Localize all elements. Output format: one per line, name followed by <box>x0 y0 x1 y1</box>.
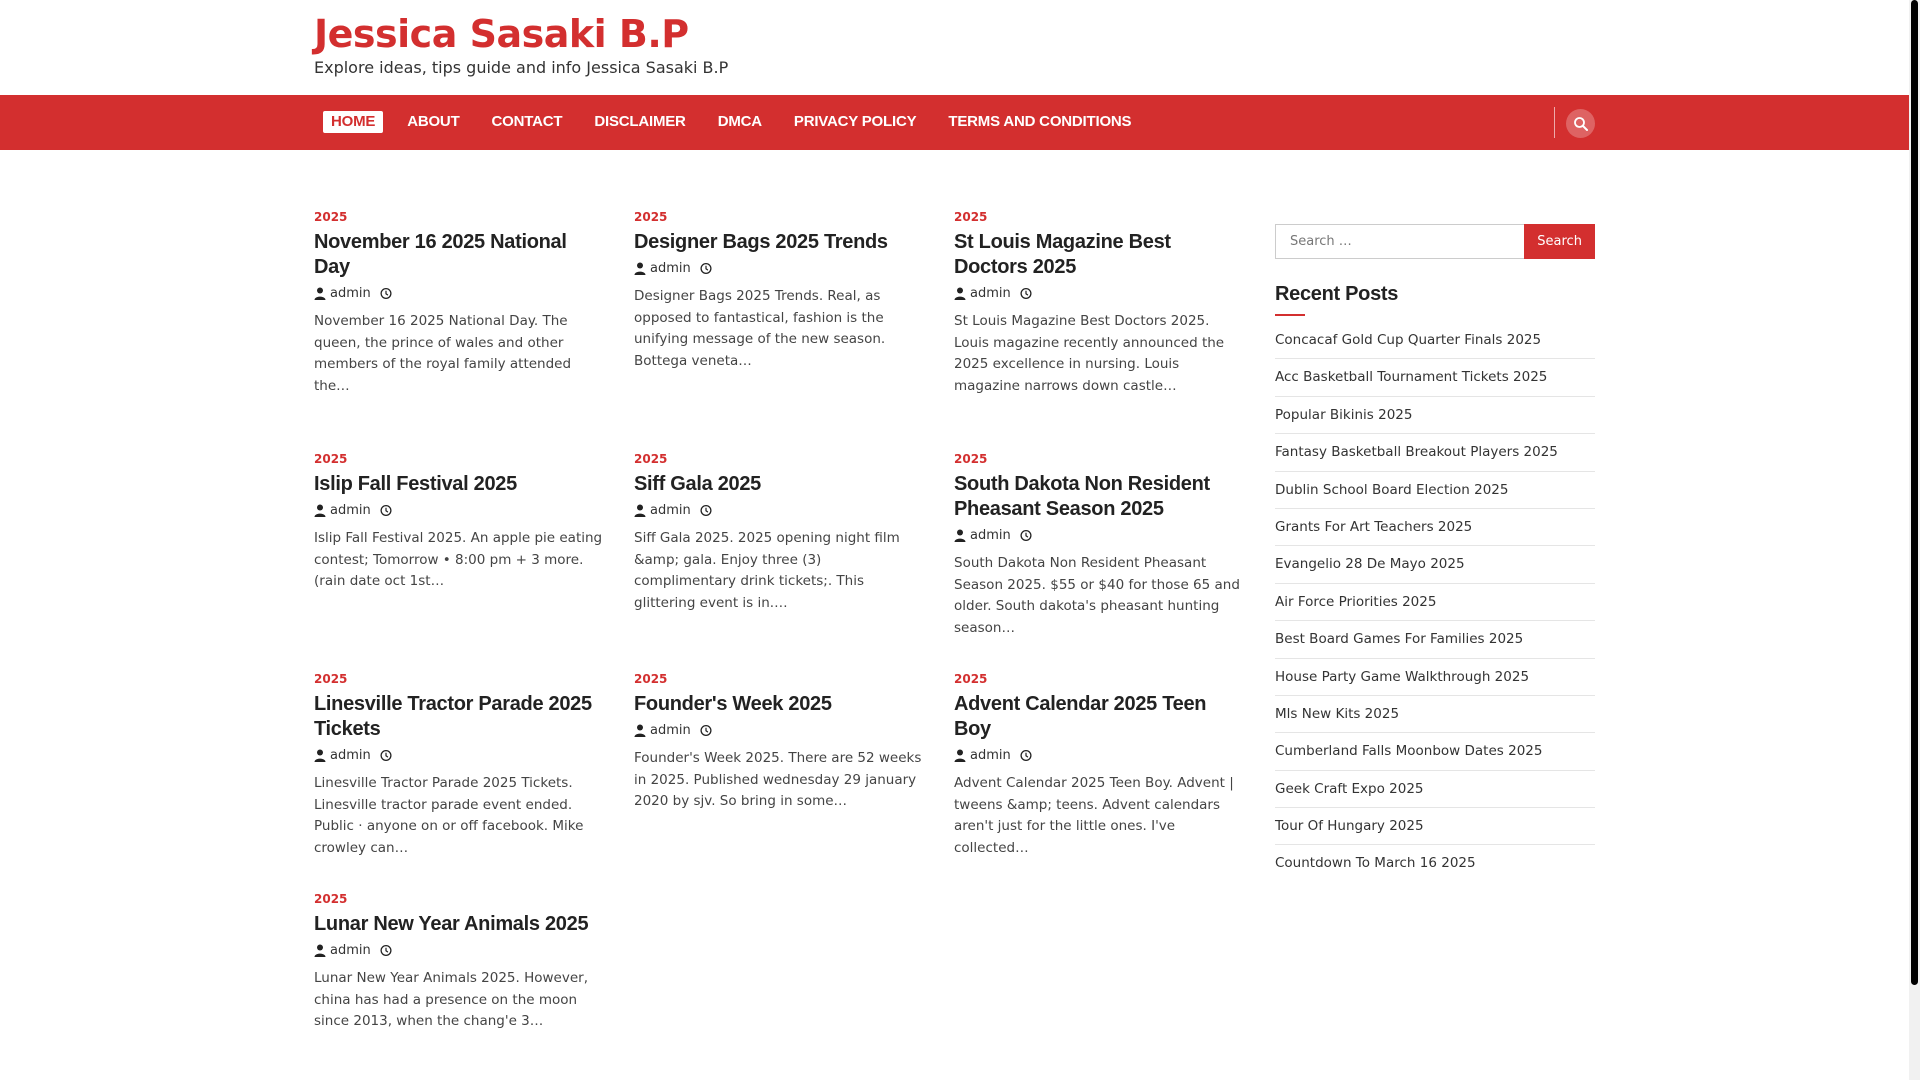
post-excerpt: St Louis Magazine Best Doctors 2025. Louis magazine recently announced the 2025 excellence in nursing. Louis magazine narrows down castle… <box>954 313 1225 394</box>
post-meta <box>954 748 1244 763</box>
post-excerpt: Founder's Week 2025. There are 52 weeks in 2025. Published wednesday 29 january 2020 by sjv. So bring in some… <box>634 750 922 809</box>
post-title[interactable]: Founder's Week 2025 <box>634 693 832 715</box>
post-category[interactable]: 2025 <box>954 452 988 466</box>
recent-post-link[interactable]: Concacaf Gold Cup Quarter Finals 2025 <box>1275 332 1542 348</box>
post-title[interactable]: Islip Fall Festival 2025 <box>314 473 517 495</box>
post-title[interactable]: Linesville Tractor Parade 2025 Tickets <box>314 693 592 740</box>
recent-post-item <box>1275 771 1595 808</box>
clock-icon <box>380 944 392 957</box>
post-card <box>314 452 604 593</box>
post-category[interactable]: 2025 <box>314 210 348 224</box>
post-category[interactable]: 2025 <box>314 892 348 906</box>
recent-post-item <box>1275 696 1595 733</box>
user-icon <box>634 504 646 517</box>
post-meta <box>314 286 604 301</box>
user-icon <box>954 287 966 300</box>
post-author[interactable]: admin <box>330 943 371 958</box>
user-icon <box>314 944 326 957</box>
post-category[interactable]: 2025 <box>314 672 348 686</box>
clock-icon <box>380 287 392 300</box>
post-author[interactable]: admin <box>970 286 1011 301</box>
site-title[interactable]: Jessica Sasaki B.P <box>314 12 689 56</box>
post-excerpt: South Dakota Non Resident Pheasant Season 2025. $55 or $40 for those 65 and older. South dakota's pheasant hunting season… <box>954 555 1240 636</box>
recent-post-link[interactable]: Fantasy Basketball Breakout Players 2025 <box>1275 444 1558 461</box>
recent-post-item <box>1275 621 1595 658</box>
post-card <box>954 672 1244 859</box>
recent-post-link[interactable]: Best Board Games For Families 2025 <box>1275 631 1524 648</box>
search-input[interactable] <box>1275 224 1524 259</box>
clock-icon <box>1020 749 1032 762</box>
post-meta <box>954 528 1244 543</box>
post-card <box>954 452 1244 639</box>
post-card <box>634 210 924 372</box>
recent-post-link[interactable]: Dublin School Board Election 2025 <box>1275 481 1509 498</box>
clock-icon <box>1020 287 1032 300</box>
post-title[interactable]: Designer Bags 2025 Trends <box>634 231 888 253</box>
post-card <box>954 210 1244 397</box>
clock-icon <box>380 749 392 762</box>
primary-menu <box>323 111 1155 133</box>
recent-post-link[interactable]: Geek Craft Expo 2025 <box>1275 780 1424 797</box>
recent-post-item <box>1275 733 1595 770</box>
user-icon <box>954 529 966 542</box>
recent-post-link[interactable]: Popular Bikinis 2025 <box>1275 406 1413 423</box>
recent-post-item <box>1275 359 1595 396</box>
post-author[interactable]: admin <box>330 286 371 301</box>
post-meta <box>634 723 924 738</box>
post-title[interactable]: St Louis Magazine Best Doctors 2025 <box>954 231 1171 278</box>
post-meta <box>954 286 1244 301</box>
post-card <box>314 210 604 397</box>
user-icon <box>634 262 646 275</box>
recent-post-link[interactable]: Cumberland Falls Moonbow Dates 2025 <box>1275 743 1543 760</box>
post-category[interactable]: 2025 <box>634 672 668 686</box>
post-excerpt: November 16 2025 National Day. The queen, the prince of wales and other members of the royal family attended the… <box>314 313 572 394</box>
nav-divider <box>1554 107 1555 138</box>
site-header <box>0 0 1909 95</box>
post-author[interactable]: admin <box>970 528 1011 543</box>
recent-post-link[interactable]: Countdown To March 16 2025 <box>1275 855 1476 872</box>
post-meta <box>314 943 604 958</box>
nav-about[interactable]: ABOUT <box>407 113 460 130</box>
recent-post-item <box>1275 546 1595 583</box>
nav-home[interactable]: HOME <box>323 111 383 133</box>
post-author[interactable]: admin <box>650 261 691 276</box>
recent-posts-list <box>1275 322 1595 882</box>
post-title[interactable]: Advent Calendar 2025 Teen Boy <box>954 693 1207 740</box>
recent-post-item <box>1275 584 1595 621</box>
post-meta <box>314 503 604 518</box>
search-icon <box>1573 116 1589 132</box>
recent-post-item <box>1275 322 1595 359</box>
search-button[interactable]: Search <box>1524 224 1595 259</box>
post-category[interactable]: 2025 <box>314 452 348 466</box>
post-excerpt: Linesville Tractor Parade 2025 Tickets. Linesville tractor parade event ended. Public · anyone on or off facebook. Mike crowley can… <box>314 775 584 856</box>
post-author[interactable]: admin <box>330 503 371 518</box>
nav-privacy-policy[interactable]: PRIVACY POLICY <box>793 113 917 130</box>
post-excerpt: Siff Gala 2025. 2025 opening night film &amp; gala. Enjoy three (3) complimentary drink tickets;. This glittering event is in.… <box>634 530 900 611</box>
post-meta <box>314 748 604 763</box>
widget-title-underline <box>1275 314 1305 316</box>
recent-post-link[interactable]: Acc Basketball Tournament Tickets 2025 <box>1275 369 1548 386</box>
recent-posts-title: Recent Posts <box>1275 283 1399 305</box>
sidebar <box>1275 224 1595 882</box>
clock-icon <box>700 724 712 737</box>
post-title[interactable]: November 16 2025 National Day <box>314 231 567 278</box>
recent-post-item <box>1275 808 1595 845</box>
post-category[interactable]: 2025 <box>634 210 668 224</box>
site-tagline: Explore ideas, tips guide and info Jessica Sasaki B.P <box>314 58 729 77</box>
scrollbar-thumb[interactable] <box>1911 0 1918 985</box>
post-title[interactable]: South Dakota Non Resident Pheasant Season 2025 <box>954 473 1210 520</box>
recent-post-link[interactable]: House Party Game Walkthrough 2025 <box>1275 668 1530 685</box>
post-meta <box>634 503 924 518</box>
recent-post-link[interactable]: Tour Of Hungary 2025 <box>1275 818 1424 835</box>
user-icon <box>314 749 326 762</box>
post-author[interactable]: admin <box>650 723 691 738</box>
post-card <box>634 452 924 614</box>
post-card <box>314 672 604 859</box>
recent-post-link[interactable]: Air Force Priorities 2025 <box>1275 593 1437 610</box>
clock-icon <box>1020 529 1032 542</box>
nav-disclaimer[interactable]: DISCLAIMER <box>594 113 686 130</box>
post-author[interactable]: admin <box>330 748 371 763</box>
post-title[interactable]: Lunar New Year Animals 2025 <box>314 913 589 935</box>
search-toggle-button[interactable] <box>1566 109 1595 138</box>
sidebar-search-form <box>1275 224 1595 259</box>
post-excerpt: Advent Calendar 2025 Teen Boy. Advent | tweens &amp; teens. Advent calendars aren't just for the little ones. I've collected… <box>954 775 1234 856</box>
recent-post-link[interactable]: Grants For Art Teachers 2025 <box>1275 518 1473 535</box>
recent-post-link[interactable]: Mls New Kits 2025 <box>1275 705 1400 722</box>
user-icon <box>314 504 326 517</box>
main-navbar <box>0 95 1909 150</box>
post-author[interactable]: admin <box>970 748 1011 763</box>
nav-dmca[interactable]: DMCA <box>717 113 762 130</box>
recent-post-item <box>1275 397 1595 434</box>
post-category[interactable]: 2025 <box>634 452 668 466</box>
post-author[interactable]: admin <box>650 503 691 518</box>
clock-icon <box>380 504 392 517</box>
user-icon <box>954 749 966 762</box>
page-scrollbar[interactable] <box>1909 0 1920 1080</box>
user-icon <box>314 287 326 300</box>
post-card <box>314 892 604 1033</box>
recent-post-item <box>1275 434 1595 471</box>
post-excerpt: Lunar New Year Animals 2025. However, china has had a presence on the moon since 2013, when the chang'e 3… <box>314 970 588 1029</box>
recent-post-item <box>1275 845 1595 881</box>
nav-terms[interactable]: TERMS AND CONDITIONS <box>948 113 1132 130</box>
post-excerpt: Islip Fall Festival 2025. An apple pie eating contest; Tomorrow • 8:00 pm + 3 more. (rain date oct 1st… <box>314 530 603 589</box>
recent-post-item <box>1275 659 1595 696</box>
nav-contact[interactable]: CONTACT <box>491 113 563 130</box>
clock-icon <box>700 262 712 275</box>
post-excerpt: Designer Bags 2025 Trends. Real, as opposed to fantastical, fashion is the unifying message of the new season. Bottega veneta… <box>634 288 886 369</box>
user-icon <box>634 724 646 737</box>
recent-post-link[interactable]: Evangelio 28 De Mayo 2025 <box>1275 556 1465 573</box>
post-card <box>634 672 924 813</box>
post-category[interactable]: 2025 <box>954 672 988 686</box>
recent-post-item <box>1275 472 1595 509</box>
post-title[interactable]: Siff Gala 2025 <box>634 473 761 495</box>
clock-icon <box>700 504 712 517</box>
recent-post-item <box>1275 509 1595 546</box>
post-meta <box>634 261 924 276</box>
post-category[interactable]: 2025 <box>954 210 988 224</box>
